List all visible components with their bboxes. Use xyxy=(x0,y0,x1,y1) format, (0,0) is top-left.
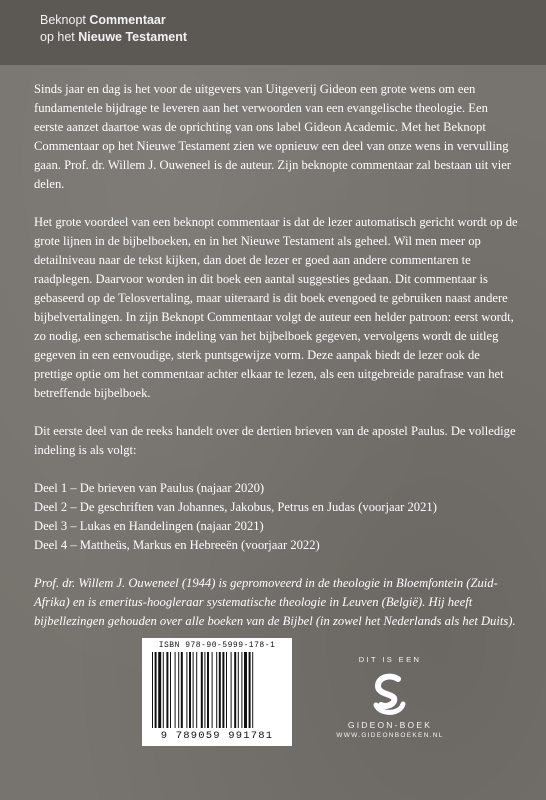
publisher-mark xyxy=(325,655,455,739)
series-line-2-bold: Nieuwe Testament xyxy=(78,30,188,44)
volume-list xyxy=(34,479,520,555)
volume-item: Deel 4 – Mattheüs, Markus en Hebreeën (voorjaar 2022) xyxy=(34,538,320,552)
publisher-url: WWW.GIDEONBOEKEN.NL xyxy=(336,732,444,739)
series-line-1-bold: Commentaar xyxy=(89,13,166,27)
series-title xyxy=(40,12,187,46)
publisher-tagline: DIT IS EEN xyxy=(358,655,422,664)
series-overview-paragraph: Dit eerste deel van de reeks handelt over de dertien brieven van de apostel Paulus. De volledige indeling is als volgt: xyxy=(34,424,516,457)
header-band xyxy=(0,0,546,65)
advantage-paragraph: Het grote voordeel van een beknopt commentaar is dat de lezer automatisch gericht wordt op de grote lijnen in de bijbelboeken, en in het Nieuwe Testament als geheel. Wil men meer op detailniveau naar de tekst kijken, dan doet de lezer er goed aan andere commentaren te raadplegen. Daarvoor worden in dit boek een aantal suggesties gedaan. Dit commentaar is gebaseerd op de Telosvertaling, maar uiteraard is dit boek evengoed te gebruiken naast andere bijbelvertalingen. In zijn Beknopt Commentaar volgt de auteur een helder patroon: eerst wordt, zo nodig, een schematische indeling van het bijbelboek gegeven, vervolgens wordt de uitleg gegeven in een eenvoudige, sterk puntsgewijze vorm. Deze aanpak biedt de lezer ook de prettige optie om het commentaar achter elkaar te lezen, als een uitgebreide parafrase van het betreffende bijbelboek. xyxy=(34,215,518,400)
volume-item: Deel 2 – De geschriften van Johannes, Jakobus, Petrus en Judas (voorjaar 2021) xyxy=(34,500,437,514)
isbn-text: ISBN 978-90-5999-178-1 xyxy=(158,641,276,650)
series-line-2: op het Nieuwe Testament xyxy=(40,30,188,44)
volume-item: Deel 3 – Lukas en Handelingen (najaar 2021) xyxy=(34,519,264,533)
series-line-1: Beknopt Commentaar xyxy=(40,13,166,27)
publisher-name: GIDEON-BOEK xyxy=(347,720,433,730)
gideon-logo-icon xyxy=(368,672,412,718)
barcode-digits: 9 789059 991781 xyxy=(160,730,274,742)
volume-item: Deel 1 – De brieven van Paulus (najaar 2020) xyxy=(34,481,265,495)
intro-paragraph: Sinds jaar en dag is het voor de uitgevers van Uitgeverij Gideon een grote wens om een fundamentele bijdrage te leveren aan het verwoorden van een evangelische theologie. Een eerste aanzet daartoe was de oprichting van ons label Gideon Academic. Met het Beknopt Commentaar op het Nieuwe Testament zien we opnieuw een deel van onze wens in vervulling gaan. Prof. dr. Willem J. Ouweneel is de auteur. Zijn beknopte commentaar zal bestaan uit vier delen. xyxy=(34,82,511,191)
back-cover-text xyxy=(34,80,520,650)
barcode-bars xyxy=(150,652,284,730)
author-bio: Prof. dr. Willem J. Ouweneel (1944) is gepromoveerd in de theologie in Bloemfontein (Zuid-Afrika) en is emeritus-hoogleraar systematische theologie in Leuven (België). Hij heeft bijbellezingen gehouden over alle boeken van de Bijbel (in zowel het Nederlands als het Duits). xyxy=(34,576,516,628)
barcode-label xyxy=(142,638,292,746)
